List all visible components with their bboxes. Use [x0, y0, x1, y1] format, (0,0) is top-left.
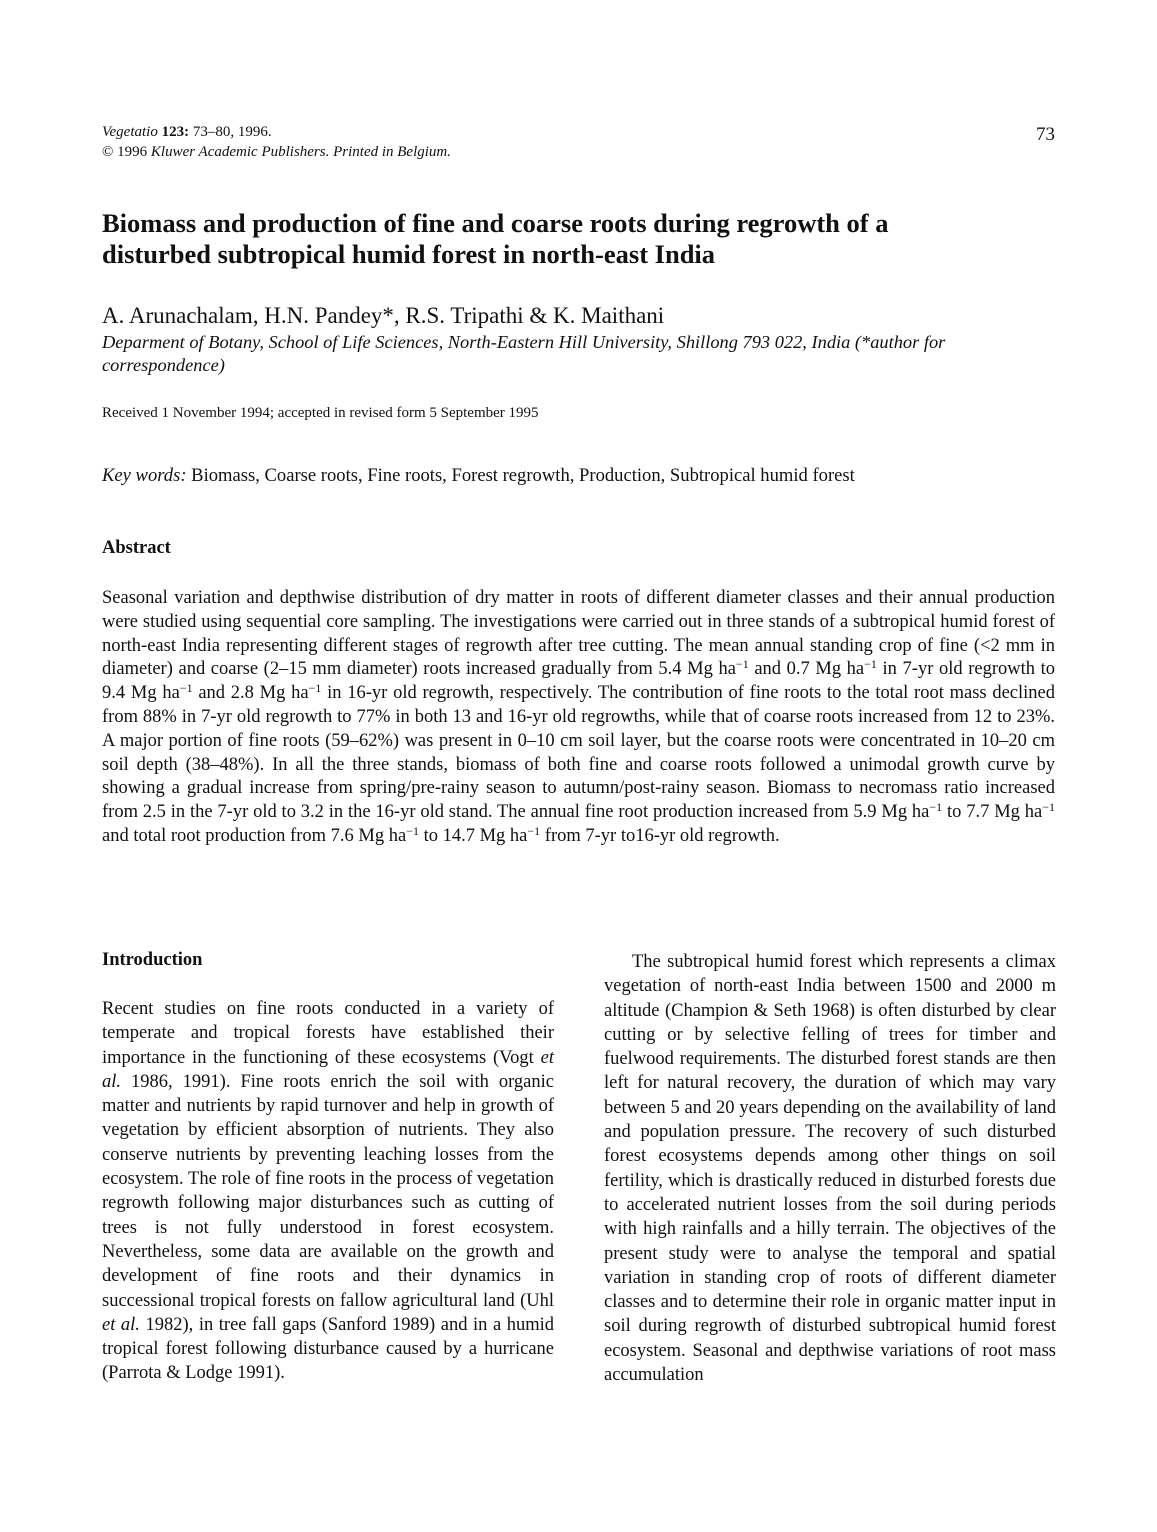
abstract-text: in 7-yr old regrowth to 9.4 Mg ha [102, 659, 1055, 704]
superscript: −1 [527, 823, 541, 838]
superscript: −1 [929, 800, 943, 815]
abstract-text: and 2.8 Mg ha [192, 683, 309, 704]
abstract-text: to 14.7 Mg ha [418, 825, 528, 846]
copyright-symbol: © [102, 144, 114, 160]
superscript: −1 [308, 681, 322, 696]
et-al: et al. [102, 1314, 140, 1335]
abstract-text: from 7-yr to16-yr old regrowth. [540, 825, 780, 846]
journal-header [102, 122, 451, 162]
intro-text: Recent studies on fine roots conducted in a variety of temperate and tropical forests have established their importance in the functioning of these ecosystems (Vogt [102, 999, 554, 1068]
publisher: Kluwer Academic Publishers. Printed in Belgium. [150, 144, 452, 160]
journal-pages: 73–80, 1996. [189, 124, 272, 140]
abstract-text: and 0.7 Mg ha [748, 659, 865, 680]
paper-title [102, 208, 1062, 270]
page-number: 73 [1036, 124, 1055, 145]
keywords-label: Key words: [102, 465, 187, 486]
introduction-heading: Introduction [102, 950, 203, 970]
abstract-heading: Abstract [102, 538, 171, 558]
received-dates: Received 1 November 1994; accepted in revised form 5 September 1995 [102, 405, 539, 421]
intro-paragraph-2: The subtropical humid forest which represents a climax vegetation of north-east India between 1500 and 2000 m altitude (Champion & Seth 1968) is often disturbed by clear cutting or by selective felling of trees for timber and fuelwood requirements. The disturbed forest stands are then left for natural recovery, the duration of which may vary between 5 and 20 years depending on the availability of land and population pressure. The recovery of such disturbed forest ecosystems depends among other things on soil fertility, which is drastically reduced in disturbed forests due to accelerated nutrient losses from the soil during periods with high rainfalls and a hilly terrain. The objectives of the present study were to analyse the temporal and spatial variation in standing crop of roots of different diameter classes and to determine their role in organic matter input in soil during regrowth of disturbed subtropical humid forest ecosystem. Seasonal and depthwise variations of root mass accumulation [604, 952, 1056, 1386]
citation-line [102, 122, 451, 142]
affiliation: Deparment of Botany, School of Life Sciences, North-Eastern Hill University, Shillong 793 022, India (*author for correspondence) [102, 332, 946, 375]
superscript: −1 [179, 681, 193, 696]
superscript: −1 [735, 657, 749, 672]
abstract-text: in 16-yr old regrowth, respectively. The contribution of fine roots to the total root mass declined from 88% in 7-yr old regrowth to 77% in both 13 and 16-yr old regrowths, while that of coarse roots increased from 12 to 23%. A major portion of fine roots (59–62%) was present in 0–10 cm soil layer, but the coarse roots were concentrated in 10–20 cm soil depth (38–48%). In all the three stands, biomass of both fine and coarse roots followed a unimodal growth curve by showing a gradual increase from spring/pre-rainy season to autumn/post-rainy season. Biomass to necromass ratio increased from 2.5 in the 7-yr old to 3.2 in the 16-yr old stand. The annual fine root production increased from 5.9 Mg ha [102, 683, 1055, 823]
et-al: et al. [102, 1047, 554, 1092]
abstract-text: to 7.7 Mg ha [942, 802, 1043, 823]
keywords [102, 465, 1062, 487]
journal-volume: 123: [161, 124, 190, 140]
introduction-right-column [604, 950, 1056, 1387]
intro-text: 1982), in tree fall gaps (Sanford 1989) and in a humid tropical forest following disturbance caused by a hurricane (Parrota & Lodge 1991). [102, 1314, 554, 1384]
author-list: A. Arunachalam, H.N. Pandey*, R.S. Tripathi & K. Maithani [102, 303, 665, 328]
abstract-text: and total root production from 7.6 Mg ha [102, 825, 407, 846]
journal-name: Vegetatio [102, 124, 158, 140]
superscript: −1 [1042, 800, 1055, 815]
title-line-2: disturbed subtropical humid forest in north-east India [102, 239, 716, 269]
abstract-text: Seasonal variation and depthwise distribution of dry matter in roots of different diameter classes and their annual production were studied using sequential core sampling. The investigations were carried out in three stands of a subtropical humid forest of north-east India representing different stages of regrowth after tree cutting. The mean annual standing crop of fine (<2 mm in diameter) and coarse (2–15 mm diameter) roots increased gradually from 5.4 Mg ha [102, 588, 1055, 680]
title-line-1: Biomass and production of fine and coarse roots during regrowth of a [102, 208, 889, 238]
keywords-list: Biomass, Coarse roots, Fine roots, Forest regrowth, Production, Subtropical humid forest [186, 465, 855, 486]
intro-paragraph-1 [102, 997, 554, 1386]
intro-text: 1986, 1991). Fine roots enrich the soil with organic matter and nutrients by rapid turnover and help in growth of vegetation by efficient absorption of nutrients. They also conserve nutrients by preventing leaching losses from the ecosystem. The role of fine roots in the process of vegetation regrowth following major disturbances such as cutting of trees is not fully understood in forest ecosystem. Nevertheless, some data are available on the growth and development of fine roots and their dynamics in successional tropical forests on fallow agricultural land (Uhl [102, 1071, 554, 1311]
abstract-body [102, 587, 1055, 849]
superscript: −1 [864, 657, 877, 672]
copyright-line [102, 142, 451, 162]
superscript: −1 [406, 823, 419, 838]
copyright-year: 1996 [113, 144, 151, 160]
introduction-left-column [102, 997, 554, 1386]
